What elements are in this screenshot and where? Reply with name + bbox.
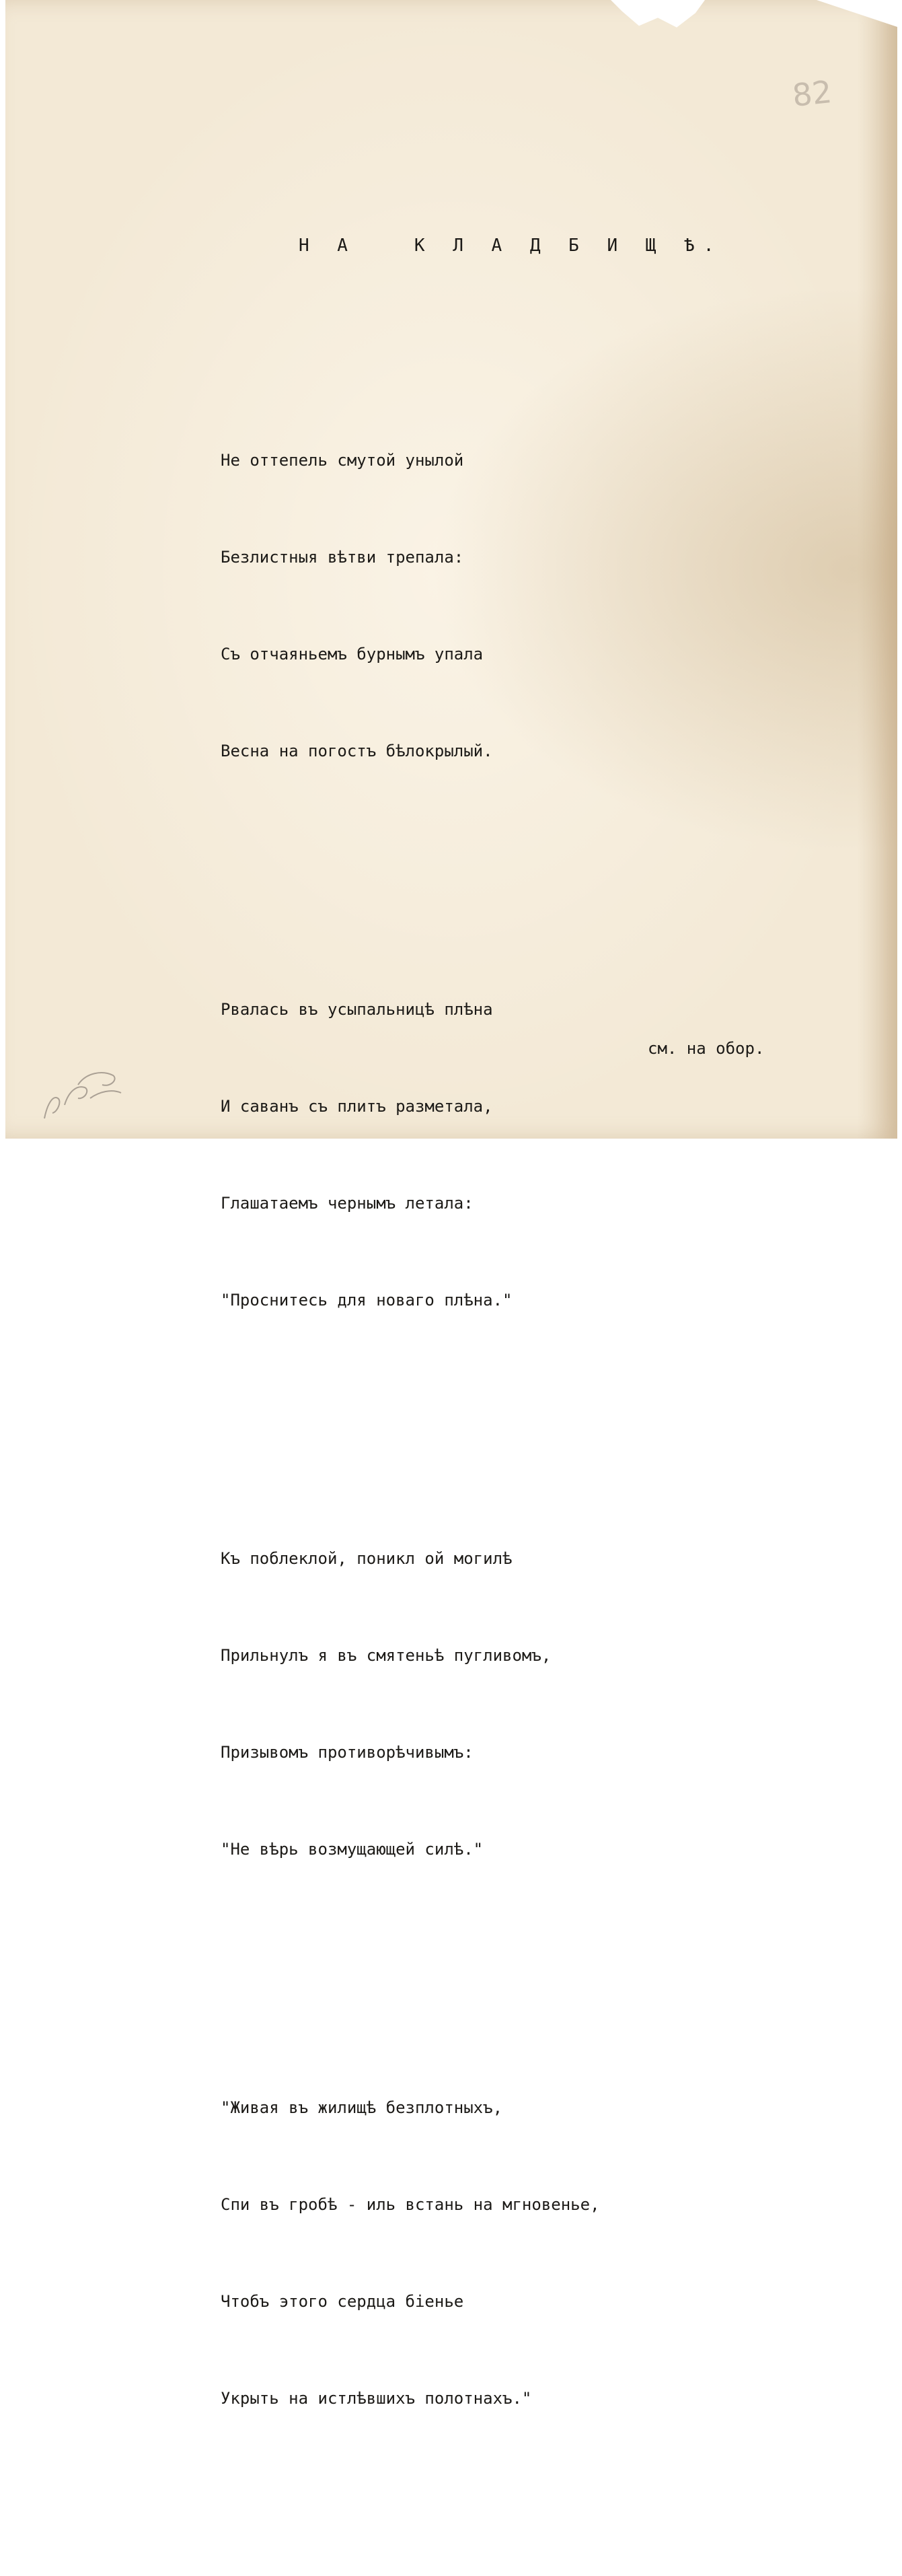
stanza-1: [221, 380, 600, 832]
paper-tear: [611, 0, 705, 32]
poem-body: [221, 315, 600, 2576]
poem-title: Н А К Л А Д Б И Щ Ѣ.: [299, 236, 723, 256]
poem-line: Спи въ гробѣ - иль встань на мгновенье,: [221, 2195, 600, 2214]
poem-line: Весна на погостъ бѣлокрылый.: [221, 742, 493, 760]
poem-line: Безлистныя вѣтви трепала:: [221, 548, 464, 567]
archive-page-number: 82: [790, 73, 834, 114]
poem-line: Прильнулъ я въ смятеньѣ пугливомъ,: [221, 1646, 552, 1665]
stanza-3: [221, 1478, 600, 1930]
paper-edge-shadow: [857, 0, 897, 1139]
poem-line: Призывомъ противорѣчивымъ:: [221, 1743, 474, 1762]
poem-line: Къ поблеклой, поникл ой могилѣ: [221, 1549, 513, 1568]
poem-line: Не оттепель смутой унылой: [221, 451, 464, 470]
poem-line: Рвалась въ усыпальницѣ плѣна: [221, 1000, 493, 1019]
paper-sheet: [5, 0, 897, 2408]
poem-line: Глашатаемъ чернымъ летала:: [221, 1194, 474, 1213]
poem-line: И саванъ съ плитъ разметала,: [221, 1097, 493, 1116]
poem-line: Съ отчаяньемъ бурнымъ упала: [221, 645, 484, 664]
poem-line: "Проснитесь для новаго плѣна.": [221, 1291, 513, 1310]
poem-line: "Живая въ жилищѣ безплотныхъ,: [221, 2098, 503, 2117]
stanza-2: [221, 929, 600, 1381]
stanza-4: [221, 2027, 600, 2479]
poem-line: Чтобъ этого сердца біенье: [221, 2292, 464, 2311]
see-reverse-note: см. на обор.: [648, 1039, 765, 1058]
poem-line: Укрыть на истлѣвшихъ полотнахъ.": [221, 2389, 532, 2408]
poem-line: "Не вѣрь возмущающей силѣ.": [221, 1840, 484, 1859]
pencil-annotation: [38, 1058, 132, 1125]
